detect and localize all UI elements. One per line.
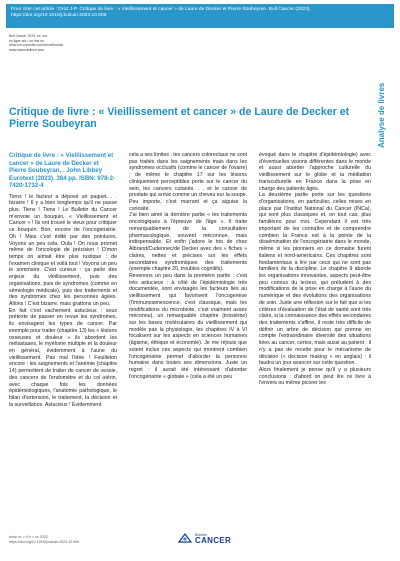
journal-issue: Bull Cancer 2023; xx: xxx: [9, 34, 48, 38]
logo-mark-icon: [178, 533, 192, 543]
journal-meta: [9, 34, 63, 52]
logo-big-text: CANCER: [195, 536, 232, 545]
column-2: [129, 152, 247, 494]
citation-bar: Pour citer cet article : Droz J-P. Critique de livre : « Vieillissement et cancer » de Laure de Decker et Pierre Soubeyran. Bull Cancer (2023), https://doi.org/10.1016/j.bulcan.2023.10.008: [6, 4, 394, 28]
paragraph: Alors finalement je pense qu'il y a plusieurs conclusions : d'abord on peut lire ce livre à l'envers ou même picorer les: [259, 367, 371, 387]
column-1: [9, 152, 117, 494]
footer-info: [9, 535, 79, 544]
paragraph: La deuxième partie porte sur les questions d'organisations, en particulier, celles mises en place par l'Institut National du Cancer (INCa), qui sont plus classiques et, on tout cas, plus familières pour moi. Cependant il est très important de les connaître et de comprendre combien la France est à la pointe de la dissémination de l'oncogériatrie dans le monde, même si les pionniers en ce domaine furent italiens et nord-américains. Ces chapitres sont fondamentaux à lire par ceux qui ne sont pas familiers de la discipline. Le chapitre 9 aborde les organisations innovantes, aspects peut-être peu connus du lecteur, qui préludent à des modifications de la prise en charge à l'aune du numérique et des évolutions des organisations de soin. Juste une réflexion sur le fait que si les critères d'évaluation de l'état de santé sont très clairs, si la connaissance des effets secondaires des traitements s'affine, il reste très difficile de définir un arbre de décision qui prenne en compte l'extraordinaire diversité des situations liées au cancer, certes, mais aussi au patient : il n'y a pas de recette pour le mécanisme de décision (« decision making » en anglais) : il faudra un jour avancer sur cette question.: [259, 192, 371, 367]
section-label: Analyse de livres: [377, 82, 386, 148]
footer-issue: tome xx > n°x > xx 2023: [9, 535, 48, 539]
paragraph: En fait c'est vachement astucieux : sous prétexte de passer en revue les syndromes, ils envisagent les types de cancer. Par exemple pour traiter (chapitre 13) les « lésions osseuses et douleur » ils abordent les métastases, le myélome multiple et la douleur en général, évidemment à l'aune du vieillissement. Pas mal l'idée ! Feuilleton encore : les saignements et l'anémie (chapitre 14) permettent de traiter de cancer de vessie, des cancers de l'endomètre et du col utérin, avec chaque fois les données épidémiologiques, l'anatomie pathologique, le bilan d'extension, le traitement, la décision et la surveillance. Astucieux ! Évidemment: [9, 307, 117, 408]
paragraph: Tiens ! le facteur a déposé un paquet. . . bizarre ! Il y a bien longtemps qu'il ne passe plus. Tiens ! Tiens ! Le Bulletin du Cancer m'envoie un bouquin, « Vieillissement et Cancer » ! Ils ont trouvé le vieux pour critiquer ce bouquin. Bon, encore de l'oncogériatrie. Oh ! Mais c'est édité par des pointures. Voyons un peu cela. Oula ! On nous promet même de l'oncologie de précision ! D'mon temps on aimait être plus rustique : de l'examen clinique et voilà tout ! Voyons un peu le sommaire. C'est curieux : ça parle des enjeux du vieillissement, puis des organisations, puis de syndromes (comme en sémiologie médicale), puis des traitements et des syndromes chez les personnes âgées. Allons ! C'est bizarre, mais grattons un peu.: [9, 193, 117, 307]
sciencedirect-url[interactable]: www.sciencedirect.com: [9, 47, 45, 52]
online-label: en ligne sur / on line on: [9, 38, 45, 43]
bulletin-cancer-logo: [178, 532, 231, 544]
book-reference: Critique de livre : « Vieillissement et cancer » de Laure de Decker et Pierre Soubeyran, . John Libbey Eurotext (2023). 384 pp. ISBN: 978-2-7420-1732-4: [9, 152, 115, 189]
footer-doi[interactable]: https://doi.org/10.1016/j.bulcan.2023.10.008: [9, 539, 80, 544]
article-title: Critique de livre : « Vieillissement et cancer » de Laure de Decker et Pierre Soubeyran: [9, 106, 350, 131]
journal-url[interactable]: www.em-consulte.com/revue/bulcan: [9, 43, 64, 47]
paragraph: J'ai bien aimé la dernière partie « les traitements oncologiques à l'épreuve de l'âge ». Il traite remarquablement de la consultation pharmacologique, souvent méconnue, mais indispensable. Et enfin j'adore le trio de chez Albrand/Cudennec/de Decker avec des « fiches » claires, nettes et précises sur les effets secondaires syndromiques des traitements (exemple chapitre 20, troubles cognitifs).: [129, 212, 247, 273]
paragraph: Revenons un peu dans la première partie : c'est très astucieux : à côté de l'épidémiologie très documentée, sont envisagés les facteurs liés au vieillissement qui favorisent l'oncogenèse (l'immunosenescence, c'est classique, mais les modifications du microbiote, c'est vraiment assez méconnu), un remarquable chapitre (troisième) sur les bases moléculaires du vieillissement qui modèle pas la physiologie, les chapitres IV à VI focalisent sur les aspects en sciences humaines (âgisme, éthique et économie). Je me réjouis que soient inclus ces aspects qui montrent combien l'oncogériatrie permet d'aborder la personne humaine dans toutes ses dimensions. Juste un regret : il aurait été intéressant d'aborder l'oncogériatrie « globale » (cela a été un peu: [129, 272, 247, 380]
paragraph: évoqué dans le chapitre d'épidémiologie) avec d'éventuelles visions différentes dans le monde et aussi aborder l'approche culturelle du vieillissement sur le globe et la médiation transculturelle en France dans la prise en charge des patients âgés.: [259, 152, 371, 192]
column-3: [259, 152, 371, 494]
logo-small-text: Bulletin: [195, 533, 207, 537]
paragraph: cela a ses limites : les cancers colorectaux ne sont pas traités dans les saignements mais dans les syndromes occlusifs (comme le cancer de l'ovaire) ; de même le chapitre 17 sur les lésions cliniquement perceptibles porte sur le cancer du sein, les cancers cutanés. . . et le cancer de prostate qui arrive comme un cheveu sur la soupe. Peu importe, c'est marrant et ça aiguise la curiosité.: [129, 152, 247, 212]
